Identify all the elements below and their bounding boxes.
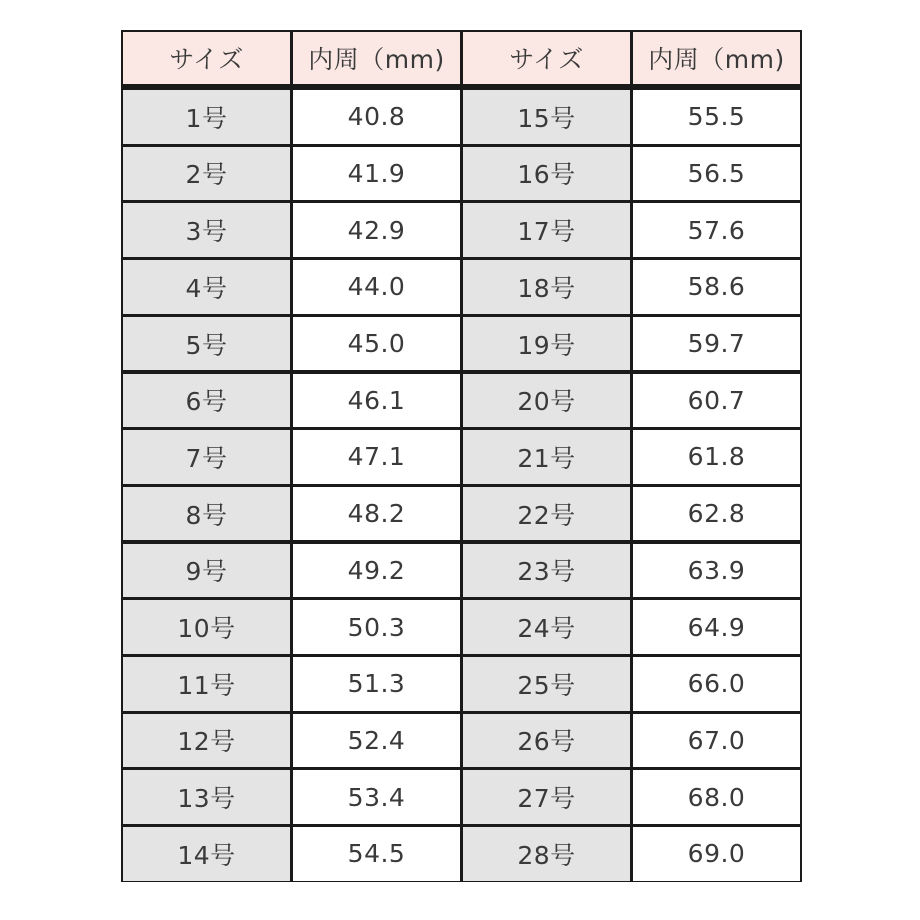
circumference-left-cell: 42.9 <box>293 203 460 257</box>
circumference-left-cell: 53.4 <box>293 770 460 824</box>
circumference-left-cell: 50.3 <box>293 600 460 654</box>
table-row <box>123 657 800 711</box>
table-header-row <box>123 32 800 84</box>
header-circumference-right: 内周（mm) <box>633 32 800 84</box>
size-right-cell: 24号 <box>463 600 630 654</box>
header-size-right: サイズ <box>463 32 630 84</box>
table-row <box>123 374 800 428</box>
size-right-cell: 16号 <box>463 147 630 201</box>
size-right-cell: 26号 <box>463 714 630 768</box>
size-left-cell: 3号 <box>123 203 290 257</box>
size-left-cell: 1号 <box>123 90 290 144</box>
circumference-right-cell: 68.0 <box>633 770 800 824</box>
table-row <box>123 770 800 824</box>
size-right-cell: 25号 <box>463 657 630 711</box>
size-left-cell: 10号 <box>123 600 290 654</box>
circumference-left-cell: 47.1 <box>293 430 460 484</box>
circumference-left-cell: 52.4 <box>293 714 460 768</box>
size-left-cell: 12号 <box>123 714 290 768</box>
size-left-cell: 6号 <box>123 374 290 428</box>
circumference-right-cell: 66.0 <box>633 657 800 711</box>
size-left-cell: 4号 <box>123 260 290 314</box>
table-row <box>123 260 800 314</box>
header-size-left: サイズ <box>123 32 290 84</box>
size-left-cell: 11号 <box>123 657 290 711</box>
circumference-right-cell: 64.9 <box>633 600 800 654</box>
size-right-cell: 21号 <box>463 430 630 484</box>
table-row <box>123 147 800 201</box>
circumference-right-cell: 55.5 <box>633 90 800 144</box>
table-row <box>123 600 800 654</box>
size-right-cell: 20号 <box>463 374 630 428</box>
size-right-cell: 23号 <box>463 544 630 598</box>
circumference-left-cell: 41.9 <box>293 147 460 201</box>
table-row <box>123 714 800 768</box>
circumference-left-cell: 49.2 <box>293 544 460 598</box>
size-right-cell: 22号 <box>463 487 630 541</box>
circumference-right-cell: 58.6 <box>633 260 800 314</box>
circumference-right-cell: 67.0 <box>633 714 800 768</box>
table-row <box>123 544 800 598</box>
size-left-cell: 13号 <box>123 770 290 824</box>
ring-size-table <box>121 30 802 882</box>
circumference-left-cell: 44.0 <box>293 260 460 314</box>
size-left-cell: 7号 <box>123 430 290 484</box>
circumference-right-cell: 56.5 <box>633 147 800 201</box>
size-right-cell: 19号 <box>463 317 630 371</box>
circumference-right-cell: 59.7 <box>633 317 800 371</box>
size-right-cell: 17号 <box>463 203 630 257</box>
circumference-left-cell: 51.3 <box>293 657 460 711</box>
circumference-right-cell: 62.8 <box>633 487 800 541</box>
table-row <box>123 827 800 881</box>
circumference-right-cell: 57.6 <box>633 203 800 257</box>
size-right-cell: 18号 <box>463 260 630 314</box>
size-left-cell: 2号 <box>123 147 290 201</box>
circumference-left-cell: 48.2 <box>293 487 460 541</box>
table-row <box>123 90 800 144</box>
circumference-left-cell: 46.1 <box>293 374 460 428</box>
circumference-right-cell: 63.9 <box>633 544 800 598</box>
circumference-right-cell: 69.0 <box>633 827 800 881</box>
size-right-cell: 15号 <box>463 90 630 144</box>
circumference-right-cell: 61.8 <box>633 430 800 484</box>
size-left-cell: 14号 <box>123 827 290 881</box>
header-circumference-left: 内周（mm) <box>293 32 460 84</box>
size-right-cell: 27号 <box>463 770 630 824</box>
size-left-cell: 9号 <box>123 544 290 598</box>
size-left-cell: 8号 <box>123 487 290 541</box>
table-row <box>123 317 800 371</box>
size-left-cell: 5号 <box>123 317 290 371</box>
circumference-left-cell: 45.0 <box>293 317 460 371</box>
circumference-left-cell: 40.8 <box>293 90 460 144</box>
size-right-cell: 28号 <box>463 827 630 881</box>
table-row <box>123 487 800 541</box>
circumference-left-cell: 54.5 <box>293 827 460 881</box>
circumference-right-cell: 60.7 <box>633 374 800 428</box>
table-row <box>123 203 800 257</box>
table-row <box>123 430 800 484</box>
